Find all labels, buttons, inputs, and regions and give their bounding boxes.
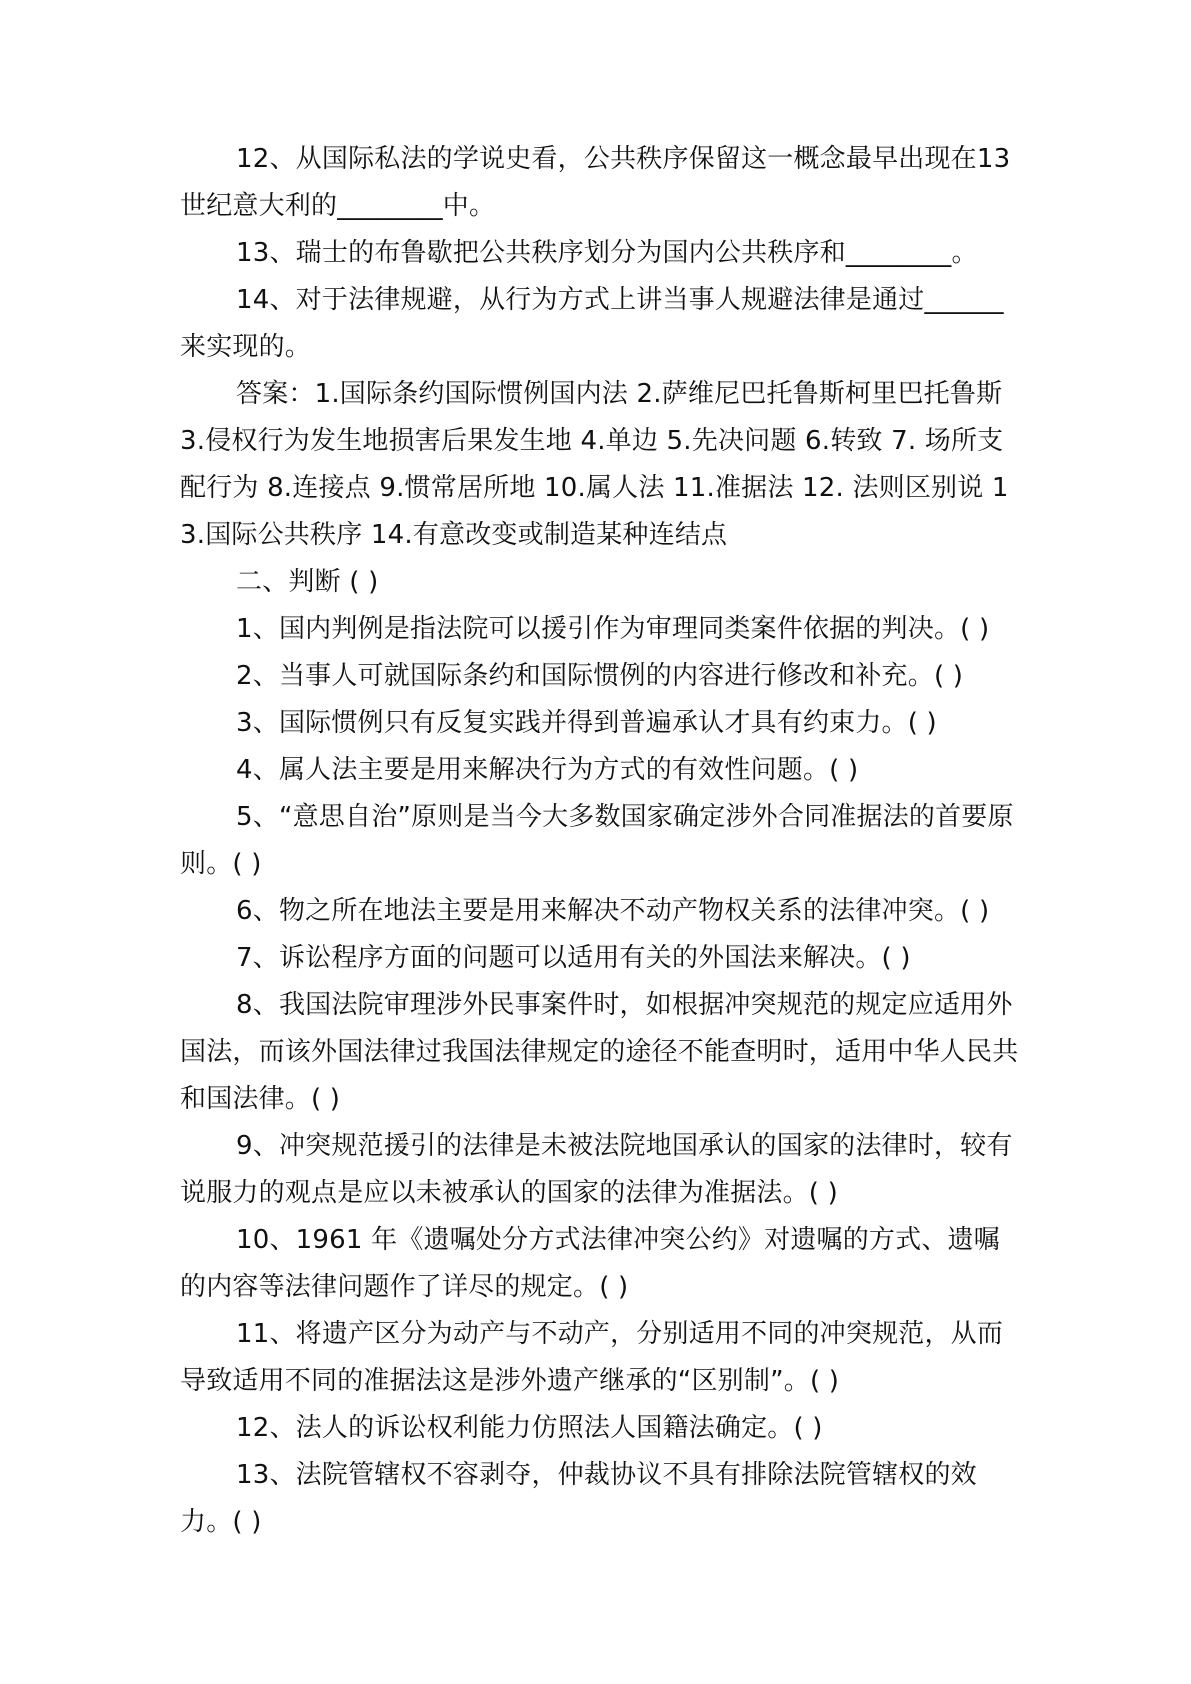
judgment-question-13: 13、法院管辖权不容剥夺，仲裁协议不具有排除法院管辖权的效力。( ) bbox=[180, 1460, 977, 1537]
judgment-question-1: 1、国内判例是指法院可以援引作为审理同类案件依据的判决。( ) bbox=[236, 614, 990, 644]
fill-in-question-12: 12、从国际私法的学说史看，公共秩序保留这一概念最早出现在13 世纪意大利的________中。 bbox=[180, 144, 1011, 221]
judgment-question-7: 7、诉讼程序方面的问题可以适用有关的外国法来解决。( ) bbox=[236, 943, 911, 973]
judgment-question-4: 4、属人法主要是用来解决行为方式的有效性问题。( ) bbox=[236, 755, 859, 785]
document-body bbox=[180, 136, 1020, 1546]
judgment-question-10: 10、1961 年《遗嘱处分方式法律冲突公约》对遗嘱的方式、遗嘱的内容等法律问题作了详尽的规定。( ) bbox=[180, 1225, 1000, 1302]
judgment-question-5: 5、“意思自治”原则是当今大多数国家确定涉外合同准据法的首要原则。( ) bbox=[180, 802, 1014, 879]
judgment-question-8: 8、我国法院审理涉外民事案件时，如根据冲突规范的规定应适用外国法，而该外国法律过我国法律规定的途径不能查明时，适用中华人民共和国法律。( ) bbox=[180, 990, 1019, 1114]
judgment-question-2: 2、当事人可就国际条约和国际惯例的内容进行修改和补充。( ) bbox=[236, 661, 964, 691]
fill-in-question-14: 14、对于法律规避，从行为方式上讲当事人规避法律是通过______来实现的。 bbox=[180, 285, 1004, 362]
judgment-question-12: 12、法人的诉讼权利能力仿照法人国籍法确定。( ) bbox=[236, 1413, 823, 1443]
judgment-question-3: 3、国际惯例只有反复实践并得到普遍承认才具有约束力。( ) bbox=[236, 708, 937, 738]
judgment-question-9: 9、冲突规范援引的法律是未被法院地国承认的国家的法律时，较有说服力的观点是应以未被承认的国家的法律为准据法。( ) bbox=[180, 1131, 1013, 1208]
answer-paragraph: 答案：1.国际条约国际惯例国内法 2.萨维尼巴托鲁斯柯里巴托鲁斯 3.侵权行为发生地损害后果发生地 4.单边 5.先决问题 6.转致 7. 场所支配行为 8.连接点 9.惯常居所地 10.属人法 11.准据法 12. 法则区别说 13.国际公共秩序 14.有意改变或制造某种连结点 bbox=[180, 379, 1009, 550]
judgment-question-6: 6、物之所在地法主要是用来解决不动产物权关系的法律冲突。( ) bbox=[236, 896, 990, 926]
section-heading-judgment: 二、判断 ( ) bbox=[236, 567, 379, 597]
judgment-question-11: 11、将遗产区分为动产与不动产，分别适用不同的冲突规范，从而导致适用不同的准据法这是涉外遗产继承的“区别制”。( ) bbox=[180, 1319, 1004, 1396]
fill-in-question-13: 13、瑞士的布鲁歇把公共秩序划分为国内公共秩序和________。 bbox=[236, 238, 978, 268]
